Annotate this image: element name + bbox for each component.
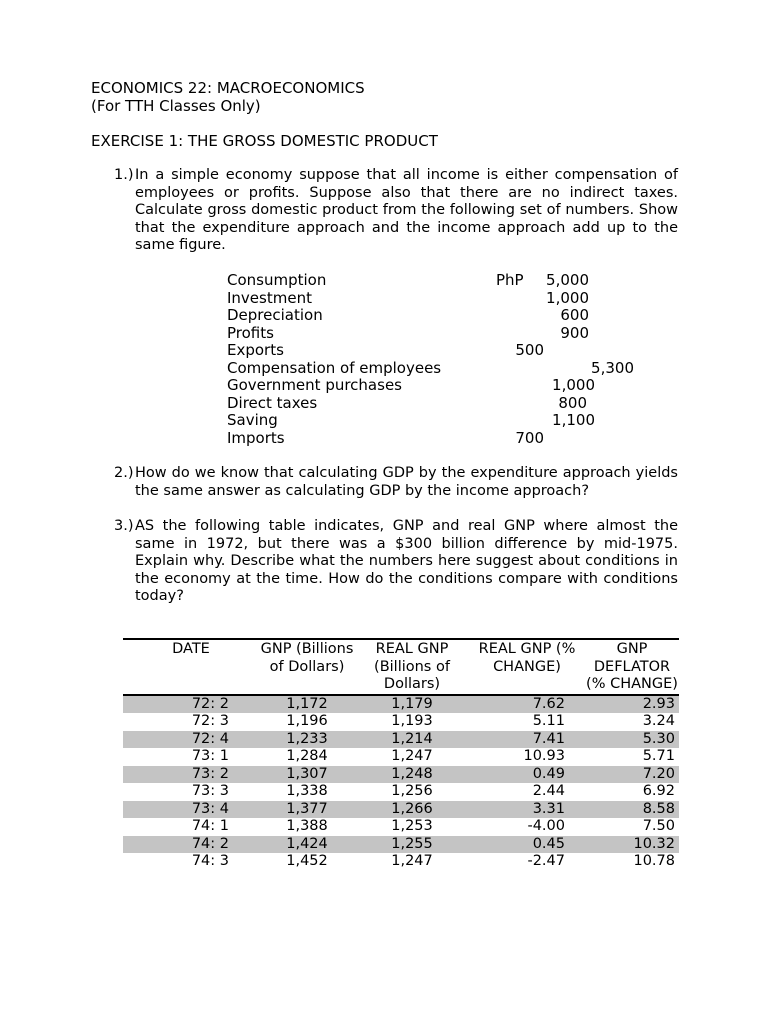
cell-gnp: 1,196	[286, 713, 328, 730]
exercise-title: EXERCISE 1: THE GROSS DOMESTIC PRODUCT	[91, 132, 438, 150]
item-label: Exports	[227, 341, 284, 359]
item-government-purchases	[227, 377, 647, 395]
table-row	[123, 766, 679, 784]
cell-gnp-deflator: 6.92	[642, 783, 675, 800]
cell-date: 74: 2	[123, 836, 259, 854]
item-value: 500	[515, 341, 544, 359]
cell-gnp-deflator: 5.30	[585, 731, 679, 749]
item-label: Saving	[227, 411, 278, 429]
table-row	[123, 748, 679, 766]
item-label: Imports	[227, 428, 285, 447]
item-value: 600	[560, 306, 589, 324]
table-row	[123, 783, 679, 801]
item-saving	[227, 412, 647, 430]
item-label: Investment	[227, 288, 312, 307]
item-investment	[227, 290, 647, 308]
question-2	[114, 465, 678, 500]
table-body	[123, 695, 679, 871]
cell-real-gnp-change: 3.31	[469, 801, 585, 819]
cell-gnp: 1,307	[259, 766, 355, 784]
course-title: ECONOMICS 22: MACROECONOMICS	[91, 79, 365, 97]
cell-real-gnp: 1,247	[391, 853, 433, 870]
cell-real-gnp-change: 10.93	[523, 748, 565, 765]
cell-gnp-deflator: 7.50	[642, 818, 675, 835]
item-label: Profits	[227, 323, 274, 342]
cell-real-gnp: 1,253	[391, 818, 433, 835]
cell-gnp-deflator: 3.24	[642, 713, 675, 730]
item-value: 1,100	[552, 411, 595, 429]
question-1	[114, 167, 678, 255]
cell-gnp-deflator: 5.71	[642, 748, 675, 765]
item-label: Compensation of employees	[227, 358, 442, 377]
cell-real-gnp-change: -4.00	[527, 818, 565, 835]
cell-gnp: 1,424	[259, 836, 355, 854]
item-label: Government purchases	[227, 376, 402, 394]
item-value: 1,000	[546, 288, 589, 307]
cell-real-gnp-change: 2.44	[532, 783, 565, 800]
cell-gnp-deflator: 8.58	[585, 801, 679, 819]
table-row	[123, 713, 679, 731]
cell-date: 72: 4	[123, 731, 259, 749]
cell-gnp: 1,338	[286, 783, 328, 800]
item-compensation	[227, 360, 647, 378]
table-row	[123, 853, 679, 871]
cell-date: 73: 4	[123, 801, 259, 819]
question-text: How do we know that calculating GDP by the expenditure approach yields the same answer as calculating GDP by the income approach?	[135, 465, 678, 499]
cell-real-gnp-change: 7.41	[469, 731, 585, 749]
cell-gnp: 1,388	[286, 818, 328, 835]
item-direct-taxes	[227, 395, 647, 413]
question-text: AS the following table indicates, GNP and real GNP where almost the same in 1972, but there was a $300 billion difference by mid-1975. Explain why. Describe what the numbers here suggest about conditions in the economy at the time. How do the conditions compare with conditions today?	[135, 518, 678, 605]
cell-gnp-deflator: 7.20	[585, 766, 679, 784]
item-depreciation	[227, 307, 647, 325]
table-row	[123, 836, 679, 854]
cell-gnp-deflator: 10.78	[633, 853, 675, 870]
course-section: (For TTH Classes Only)	[91, 97, 261, 115]
item-value: 900	[560, 323, 589, 342]
item-exports	[227, 342, 647, 360]
cell-gnp: 1,233	[259, 731, 355, 749]
cell-date: 74: 3	[191, 853, 229, 870]
table-row	[123, 731, 679, 749]
header-date: DATE	[172, 641, 210, 657]
cell-real-gnp-change: -2.47	[527, 853, 565, 870]
item-imports	[227, 430, 647, 448]
header-gnp: GNP (Billions of Dollars)	[260, 641, 354, 675]
item-value: 800	[558, 393, 587, 412]
cell-real-gnp: 1,255	[355, 836, 469, 854]
item-value: 700	[515, 428, 544, 447]
gnp-table	[123, 638, 679, 871]
cell-real-gnp: 1,193	[391, 713, 433, 730]
item-consumption	[227, 272, 647, 290]
cell-gnp: 1,377	[259, 801, 355, 819]
item-value: 1,000	[552, 376, 595, 394]
cell-real-gnp: 1,179	[355, 695, 469, 714]
header-gnp-deflator: GNP DEFLATOR (% CHANGE)	[586, 641, 678, 693]
cell-real-gnp: 1,248	[355, 766, 469, 784]
question-text: In a simple economy suppose that all income is either compensation of employees or profits. Suppose also that there are no indirect taxes. Calculate gross domestic product from the following set of numbers. Show that the expenditure approach and the income approach add up to the same figure.	[135, 167, 678, 254]
item-profits	[227, 325, 647, 343]
table-row	[123, 801, 679, 819]
cell-real-gnp-change: 0.45	[469, 836, 585, 854]
cell-date: 73: 2	[123, 766, 259, 784]
header-real-gnp-change: REAL GNP (% CHANGE)	[478, 641, 576, 675]
cell-real-gnp: 1,247	[391, 748, 433, 765]
item-value: 5,300	[591, 358, 634, 377]
cell-gnp: 1,172	[259, 695, 355, 714]
table-header-row	[123, 639, 679, 695]
item-value: 5,000	[546, 271, 589, 289]
item-label: Direct taxes	[227, 393, 318, 412]
header-real-gnp: REAL GNP (Billions of Dollars)	[374, 641, 450, 693]
cell-gnp-deflator: 10.32	[585, 836, 679, 854]
cell-date: 74: 1	[191, 818, 229, 835]
gdp-items-list	[227, 272, 647, 447]
table-row	[123, 695, 679, 714]
item-label: Depreciation	[227, 306, 323, 324]
question-3	[114, 518, 678, 606]
cell-date: 72: 3	[191, 713, 229, 730]
cell-gnp-deflator: 2.93	[585, 695, 679, 714]
item-label: Consumption	[227, 271, 327, 289]
question-number: 2.)	[114, 465, 134, 481]
question-number: 3.)	[114, 518, 134, 534]
cell-real-gnp-change: 5.11	[532, 713, 565, 730]
cell-date: 73: 1	[191, 748, 229, 765]
cell-real-gnp-change: 0.49	[469, 766, 585, 784]
question-number: 1.)	[114, 167, 134, 183]
cell-real-gnp: 1,266	[355, 801, 469, 819]
cell-real-gnp-change: 7.62	[469, 695, 585, 714]
cell-date: 72: 2	[123, 695, 259, 714]
cell-real-gnp: 1,256	[391, 783, 433, 800]
item-currency: PhP	[496, 271, 524, 289]
cell-gnp: 1,452	[286, 853, 328, 870]
cell-gnp: 1,284	[286, 748, 328, 765]
cell-date: 73: 3	[191, 783, 229, 800]
cell-real-gnp: 1,214	[355, 731, 469, 749]
table-row	[123, 818, 679, 836]
